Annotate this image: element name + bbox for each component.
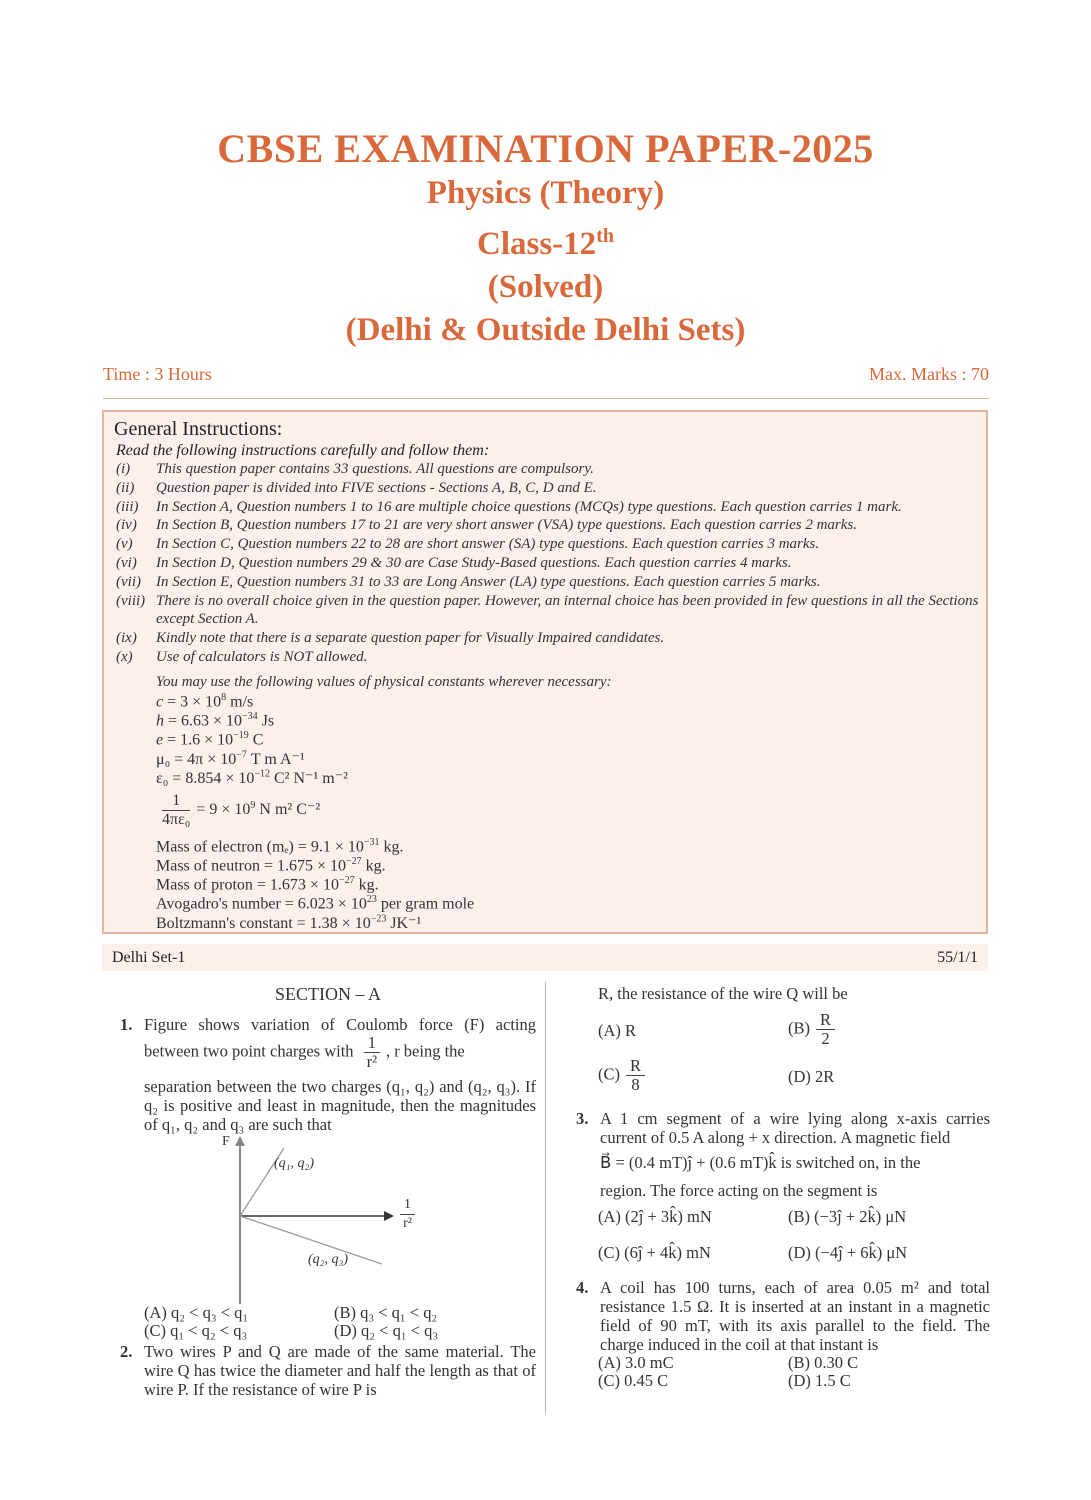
title-block bbox=[0, 126, 1091, 352]
option-d[interactable]: (D) 1.5 C bbox=[788, 1371, 851, 1390]
coulomb-force-figure bbox=[144, 1134, 536, 1304]
option-a[interactable]: (A) 3.0 mC bbox=[598, 1353, 674, 1372]
constant-exponent: −27 bbox=[338, 875, 355, 886]
instruction-number: (vi) bbox=[116, 554, 137, 571]
question-text: A coil has 100 turns, each of area 0.05 m² and total resistance 1.5 Ω. It is inserted at an instant in a magnetic field of 90 mT, with its axis parallel to the field. The charge induced in the coil at that instant is bbox=[600, 1278, 990, 1354]
class-sup: th bbox=[596, 225, 614, 247]
constant-unit: per gram mole bbox=[376, 895, 475, 913]
question-1-options bbox=[144, 1304, 536, 1340]
y-axis-arrow bbox=[235, 1136, 245, 1146]
question-2 bbox=[120, 1342, 536, 1399]
paper-class bbox=[0, 215, 1091, 266]
constant-na bbox=[156, 894, 474, 913]
constant-symbol: Avogadro's number bbox=[156, 895, 281, 913]
constant-exponent: 23 bbox=[366, 894, 377, 905]
question-4 bbox=[576, 1278, 990, 1354]
constant-value: = 9.1 × 10 bbox=[297, 838, 364, 856]
question-2-options bbox=[598, 1011, 990, 1097]
constant-unit: C bbox=[248, 731, 264, 749]
option-b[interactable] bbox=[788, 1011, 978, 1051]
frac-num: R bbox=[626, 1057, 645, 1076]
constant-value: = 1.673 × 10 bbox=[256, 876, 339, 894]
constant-unit: kg. bbox=[361, 857, 386, 875]
constant-unit: m/s bbox=[226, 693, 254, 711]
constants-intro: You may use the following values of physical constants wherever necessary: bbox=[156, 674, 612, 690]
constant-value: = 9 × 10 bbox=[196, 801, 251, 819]
constant-value: = 8.854 × 10 bbox=[172, 770, 255, 787]
constant-me bbox=[156, 837, 404, 856]
header-divider bbox=[103, 398, 989, 399]
constant-symbol: c bbox=[156, 693, 164, 711]
instruction-text: Kindly note that there is a separate question paper for Visually Impaired candidates. bbox=[156, 630, 665, 647]
x-axis-arrow bbox=[384, 1211, 394, 1221]
instruction-text: There is no overall choice given in the question paper. However, an internal choice has been provided in few questions in all the Sections except Section A. bbox=[156, 592, 979, 628]
question-3 bbox=[576, 1109, 990, 1200]
option-c[interactable]: (C) q₁ < q₂ < q₃ bbox=[144, 1321, 248, 1340]
frac-num: R bbox=[816, 1011, 835, 1030]
question-number: 2. bbox=[120, 1342, 133, 1361]
max-marks-label: Max. Marks : 70 bbox=[869, 364, 989, 384]
constant-value: = 1.675 × 10 bbox=[263, 857, 347, 875]
set-bar bbox=[102, 944, 988, 971]
constant-value: = 6.63 × 10 bbox=[168, 712, 243, 730]
instructions-intro: Read the following instructions carefully and follow them: bbox=[116, 442, 490, 459]
constant-unit: kg. bbox=[354, 876, 379, 894]
instructions-heading: General Instructions: bbox=[114, 418, 283, 440]
question-text: A 1 cm segment of a wire lying along x-axis carries current of 0.5 A along + x direction. A magnetic field bbox=[600, 1109, 990, 1147]
paper-title: CBSE EXAMINATION PAPER-2025 bbox=[217, 126, 874, 171]
frac-num: 1 bbox=[364, 1034, 380, 1053]
option-b[interactable]: (B) 0.30 C bbox=[788, 1353, 859, 1372]
instruction-text: In Section A, Question numbers 1 to 16 are multiple choice questions (MCQs) type questions. Each question carries 1 mark. bbox=[156, 498, 902, 515]
constant-unit: N m² C⁻² bbox=[255, 801, 321, 819]
constant-symbol: ε₀ bbox=[156, 770, 169, 787]
constant-symbol: Mass of proton bbox=[156, 876, 253, 894]
x-axis-label bbox=[400, 1196, 415, 1233]
option-c-frac bbox=[626, 1057, 645, 1094]
fraction-1-over-r2 bbox=[364, 1034, 380, 1071]
line1-label: (q₁, q₂) bbox=[274, 1156, 315, 1171]
set-name: Delhi Set-1 bbox=[112, 948, 186, 966]
line2-label: (q₂, q₃) bbox=[308, 1252, 349, 1267]
instruction-item bbox=[116, 460, 982, 479]
question-text-cont2: separation between the two charges (q₁, q₂) and (q₂, q₃). If q₂ is positive and least in magnitude, then the magnitudes of q₁, q₂ and q₃ are such that bbox=[144, 1077, 536, 1134]
instruction-item bbox=[116, 535, 982, 554]
class-label: Class-12 bbox=[477, 226, 597, 262]
instruction-number: (viii) bbox=[116, 592, 146, 609]
question-4-options bbox=[598, 1354, 990, 1390]
meta-row bbox=[103, 364, 989, 385]
paper-subject: Physics (Theory) bbox=[426, 175, 665, 211]
constant-exponent: −27 bbox=[346, 856, 362, 867]
constant-unit: Js bbox=[257, 712, 275, 730]
option-a[interactable]: (A) q₂ < q₃ < q₁ bbox=[144, 1303, 249, 1322]
instruction-text: In Section B, Question numbers 17 to 21 are very short answer (VSA) type questions. Each question carries 2 marks. bbox=[156, 517, 858, 534]
constant-fraction bbox=[162, 792, 190, 829]
option-c[interactable]: (C) (6ĵ + 4k̂) mN bbox=[598, 1243, 711, 1262]
frac-num: 1 bbox=[162, 792, 190, 811]
constant-unit: JK⁻¹ bbox=[386, 915, 422, 932]
instruction-number: (v) bbox=[116, 536, 133, 553]
constant-mn bbox=[156, 856, 386, 875]
instruction-text: This question paper contains 33 questions. All questions are compulsory. bbox=[156, 461, 594, 477]
time-label: Time : 3 Hours bbox=[103, 364, 212, 384]
constant-exponent: −7 bbox=[236, 749, 247, 761]
instruction-number: (iv) bbox=[116, 517, 137, 534]
set-code: 55/1/1 bbox=[937, 948, 978, 966]
constant-symbol: Mass of electron (mₑ) bbox=[156, 838, 294, 856]
constant-exponent: 9 bbox=[250, 799, 256, 811]
question-text-cont: region. The force acting on the segment is bbox=[600, 1181, 878, 1200]
constant-value: = 4π × 10 bbox=[174, 751, 237, 768]
instruction-number: (ii) bbox=[116, 479, 135, 496]
constant-kb bbox=[156, 913, 421, 933]
frac-den: 2 bbox=[821, 1029, 830, 1048]
instruction-number: (x) bbox=[116, 648, 133, 665]
right-column bbox=[576, 984, 990, 1390]
frac-den: 8 bbox=[631, 1075, 640, 1094]
constant-eps0 bbox=[156, 768, 348, 788]
constant-unit: kg. bbox=[379, 838, 404, 856]
question-3-options bbox=[598, 1208, 990, 1262]
option-b[interactable]: (B) (−3ĵ + 2k̂) μN bbox=[788, 1207, 907, 1226]
question-text-field: B⃗ = (0.4 mT)ĵ + (0.6 mT)k̂ is switched on, in the bbox=[600, 1153, 921, 1172]
option-b-frac bbox=[816, 1011, 835, 1048]
instruction-number: (ix) bbox=[116, 630, 137, 647]
question-text: Figure shows variation of Coulomb force (F) acting between two point charges with bbox=[144, 1015, 536, 1061]
constant-unit: T m A⁻¹ bbox=[246, 751, 305, 768]
instruction-text: In Section D, Question numbers 29 & 30 are Case Study-Based questions. Each question carries 4 marks. bbox=[156, 554, 792, 571]
constant-exponent: −23 bbox=[370, 913, 387, 925]
instruction-text: In Section E, Question numbers 31 to 33 are Long Answer (LA) type questions. Each question carries 5 marks. bbox=[156, 573, 821, 590]
option-d[interactable]: (D) 2R bbox=[788, 1067, 835, 1086]
instruction-item bbox=[116, 498, 982, 517]
constant-e bbox=[156, 730, 263, 749]
constant-symbol: μ₀ bbox=[156, 751, 171, 768]
x-label-den: r² bbox=[403, 1216, 412, 1231]
instruction-item bbox=[116, 573, 982, 592]
constant-c bbox=[156, 692, 253, 711]
question-text-cont: , r being the bbox=[385, 1041, 465, 1061]
instruction-item bbox=[116, 592, 982, 630]
instruction-number: (i) bbox=[116, 461, 131, 477]
instruction-item bbox=[116, 516, 982, 535]
question-number: 4. bbox=[576, 1278, 589, 1297]
column-divider bbox=[545, 982, 546, 1414]
option-a[interactable]: (A) (2ĵ + 3k̂) mN bbox=[598, 1207, 712, 1226]
instruction-number: (vii) bbox=[116, 573, 141, 590]
constant-symbol: Mass of neutron bbox=[156, 857, 260, 875]
instruction-number: (iii) bbox=[116, 498, 139, 515]
constant-symbol: Boltzmann's constant bbox=[156, 915, 293, 932]
question-1 bbox=[120, 1015, 536, 1134]
instruction-text: Use of calculators is NOT allowed. bbox=[156, 648, 368, 665]
instruction-text: In Section C, Question numbers 22 to 28 are short answer (SA) type questions. Each question carries 3 marks. bbox=[156, 536, 820, 553]
option-b[interactable]: (B) q₃ < q₁ < q₂ bbox=[334, 1303, 438, 1322]
question-number: 3. bbox=[576, 1109, 589, 1128]
left-column bbox=[120, 984, 536, 1399]
instruction-item bbox=[116, 554, 982, 573]
instruction-text: Question paper is divided into FIVE sections - Sections A, B, C, D and E. bbox=[156, 479, 597, 496]
instruction-item bbox=[116, 629, 982, 648]
constant-value: = 6.023 × 10 bbox=[284, 895, 367, 913]
constant-k bbox=[156, 792, 320, 829]
constant-exponent: 8 bbox=[221, 692, 227, 703]
option-c[interactable] bbox=[598, 1057, 788, 1097]
option-c[interactable]: (C) 0.45 C bbox=[598, 1371, 669, 1390]
instruction-item bbox=[116, 648, 982, 667]
general-instructions-box bbox=[102, 410, 988, 934]
constant-value: = 1.6 × 10 bbox=[167, 731, 234, 749]
option-c-label: (C) bbox=[598, 1064, 620, 1084]
constant-exponent: −31 bbox=[363, 837, 380, 848]
constant-exponent: −12 bbox=[254, 768, 270, 780]
question-number: 1. bbox=[120, 1015, 133, 1034]
constant-h bbox=[156, 711, 274, 730]
y-axis-label: F bbox=[222, 1134, 230, 1149]
frac-den: 4πε₀ bbox=[162, 811, 191, 828]
constant-mu0 bbox=[156, 749, 305, 769]
constant-exponent: −34 bbox=[242, 711, 258, 722]
option-a[interactable]: (A) R bbox=[598, 1021, 637, 1040]
option-b-label: (B) bbox=[788, 1018, 810, 1038]
instructions-list bbox=[116, 460, 982, 667]
x-label-num: 1 bbox=[400, 1196, 415, 1215]
frac-den: r² bbox=[366, 1052, 378, 1071]
option-d[interactable]: (D) (−4ĵ + 6k̂) μN bbox=[788, 1243, 908, 1262]
question-text: Two wires P and Q are made of the same material. The wire Q has twice the diameter and half the length as that of wire P. If the resistance of wire P is bbox=[144, 1342, 536, 1399]
option-d[interactable]: (D) q₂ < q₁ < q₃ bbox=[334, 1321, 439, 1340]
constant-value: = 3 × 10 bbox=[167, 693, 222, 711]
constant-value: = 1.38 × 10 bbox=[296, 915, 371, 932]
paper-solved: (Solved) bbox=[487, 269, 604, 305]
paper-sets: (Delhi & Outside Delhi Sets) bbox=[345, 312, 746, 348]
constant-symbol: e bbox=[156, 731, 164, 749]
constant-unit: C² N⁻¹ m⁻² bbox=[269, 770, 348, 787]
constant-symbol: h bbox=[156, 712, 164, 730]
constant-mp bbox=[156, 875, 379, 894]
instruction-item bbox=[116, 479, 982, 498]
section-title: SECTION – A bbox=[274, 984, 381, 1004]
question-2-text-cont: R, the resistance of the wire Q will be bbox=[598, 984, 848, 1003]
constant-exponent: −19 bbox=[233, 730, 249, 741]
